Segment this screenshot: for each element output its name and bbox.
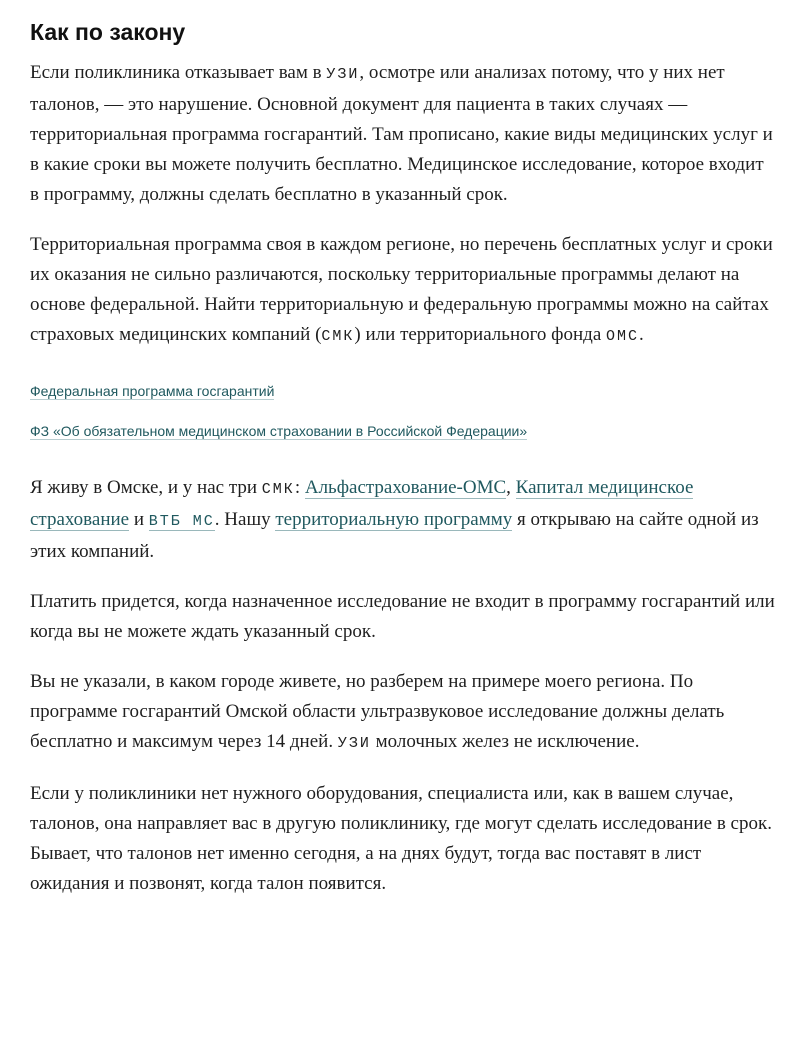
paragraph-law-violation xyxy=(30,58,775,210)
text: Территориальная программа своя в каждом регионе, но перечень бесплатных услуг и сроки их оказания не сильно различаются, поскольку территориальные программы делают на основе федеральной. Найти территориальную и федеральную программы можно на сайтах страховых медицинских компаний ( xyxy=(30,234,773,345)
abbr-smk: СМК xyxy=(321,328,355,345)
paragraph-omsk-example xyxy=(30,667,775,759)
paragraph-territorial-program xyxy=(30,230,775,352)
abbr-smk: СМК xyxy=(261,481,295,498)
doc-link-oms-law[interactable]: ФЗ «Об обязательном медицинском страховании в Российской Федерации» xyxy=(30,423,528,439)
article-body xyxy=(30,0,775,919)
text: . Нашу xyxy=(214,509,276,530)
abbr-oms: ОМС xyxy=(606,328,640,345)
paragraph-when-to-pay: Платить придется, когда назначенное исследование не входит в программу госгарантий или когда вы не можете ждать указанный срок. xyxy=(30,591,775,642)
doc-link-federal-program[interactable]: Федеральная программа госгарантий xyxy=(30,383,275,399)
document-links xyxy=(30,381,775,441)
link-territorial-program[interactable]: территориальную программу xyxy=(275,509,513,530)
text: : xyxy=(294,477,305,498)
abbr-uzi: УЗИ xyxy=(326,66,360,83)
paragraph-omsk-insurers xyxy=(30,473,775,567)
text: молочных желез не исключение. xyxy=(370,731,640,752)
link-alfastrakhovanie[interactable]: Альфастрахование-ОМС xyxy=(304,477,507,498)
section-heading: Как по закону xyxy=(30,19,186,45)
text: Вы не указали, в каком городе живете, но разберем на примере моего региона. По программе госгарантий Омской области ультразвуковое исследование должны делать бесплатно и максимум через 14 дней. xyxy=(30,671,725,752)
text: , осмотре или анализах потому, что у них нет талонов, — это нарушение. Основной документ для пациента в таких случаях — территориальная программа госгарантий. Там прописано, какие виды медицинских услуг и в какие сроки вы можете получить бесплатно. Медицинское исследование, которое входит в программу, должны сделать бесплатно в указанный срок. xyxy=(30,62,773,205)
link-vtb-ms[interactable]: ВТБ МС xyxy=(148,513,215,530)
text: , xyxy=(506,477,516,498)
text: ) или территориального фонда xyxy=(354,324,607,345)
text: Если поликлиника отказывает вам в xyxy=(30,62,327,83)
text: . xyxy=(639,324,644,345)
link-kapital-ms[interactable]: Капитал медицинское страхование xyxy=(30,477,694,530)
text: Я живу в Омске, и у нас три xyxy=(30,477,262,498)
text: я открываю на сайте одной из этих компаний. xyxy=(30,509,759,562)
text: и xyxy=(129,509,149,530)
abbr-uzi: УЗИ xyxy=(337,735,371,752)
paragraph-referral: Если у поликлиники нет нужного оборудования, специалиста или, как в вашем случае, талонов, она направляет вас в другую поликлинику, где могут сделать исследование в срок. Бывает, что талонов нет именно сегодня, а на днях будут, тогда вас поставят в лист ожидания и позвонят, когда талон появится. xyxy=(30,783,772,894)
